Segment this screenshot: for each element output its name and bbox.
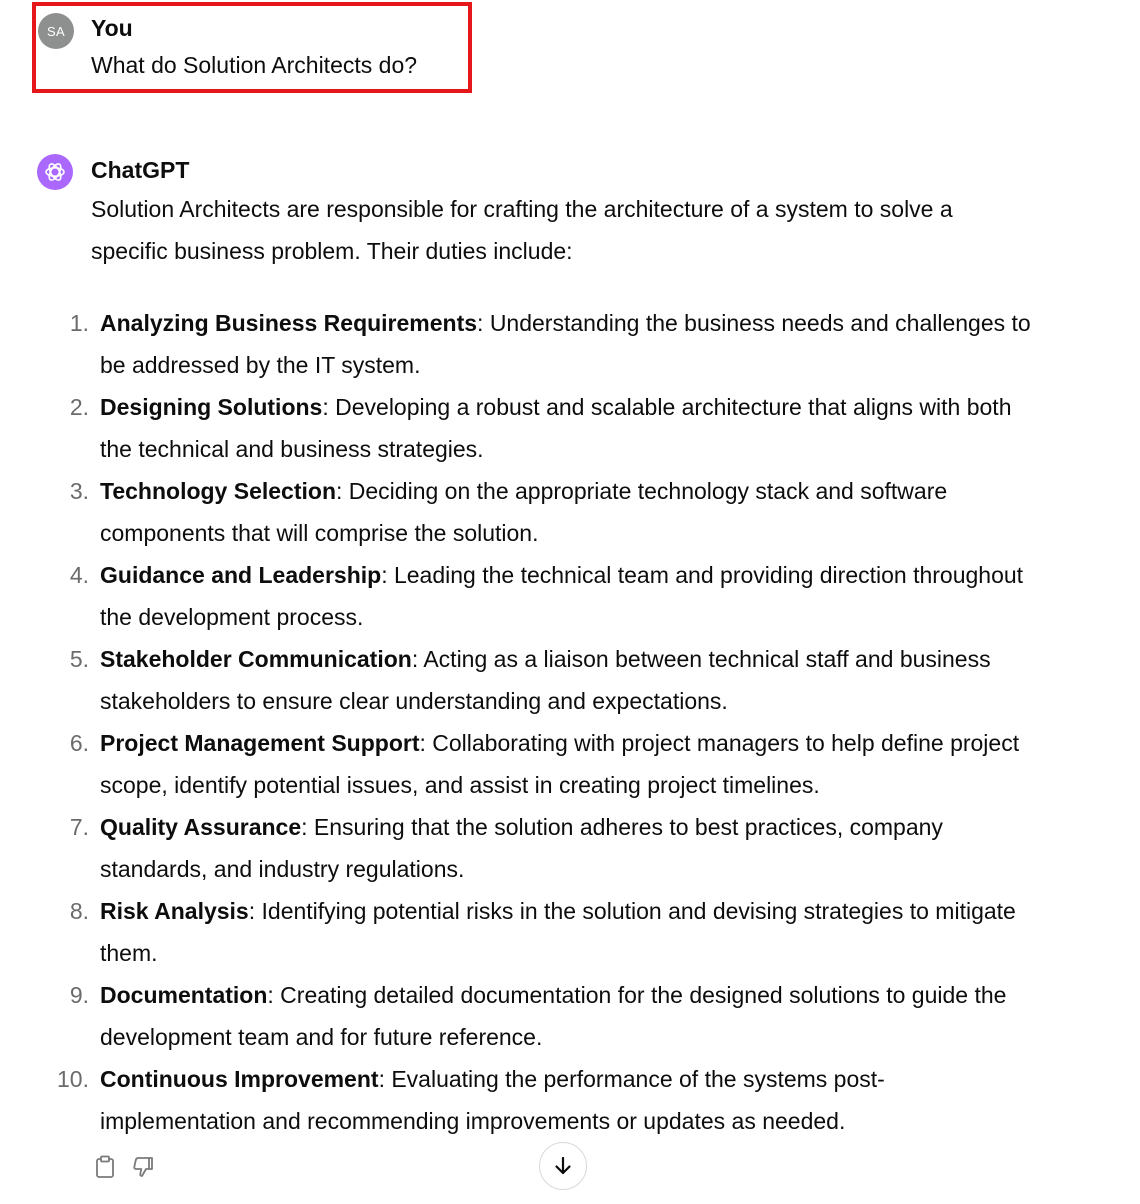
duty-number: 6. [69,730,89,756]
duty-item [0,554,1040,638]
duty-item [0,890,1040,974]
duty-item [0,302,1040,386]
duty-item [0,1058,1040,1142]
duty-title: Designing Solutions [100,394,323,420]
duty-item [0,974,1040,1058]
duty-item [0,386,1040,470]
user-avatar [38,13,74,49]
duty-item [0,722,1040,806]
duty-number: 1. [69,310,89,336]
duty-description: : Creating detailed documentation for the designed solutions to guide the development team and for future reference. [100,982,1007,1050]
duty-title: Technology Selection [100,478,336,504]
user-avatar-initials: SA [47,23,65,39]
duty-description: : Deciding on the appropriate technology stack and software components that will comprise the solution. [100,478,948,546]
duty-description: : Acting as a liaison between technical staff and business stakeholders to ensure clear understanding and expectations. [100,646,991,714]
duty-title: Documentation [100,982,268,1008]
duty-description: : Developing a robust and scalable architecture that aligns with both the technical and business strategies. [100,394,1012,462]
user-author-name: You [91,15,133,41]
duty-description: : Leading the technical team and providing direction throughout the development process. [100,562,1024,630]
duty-description: : Evaluating the performance of the systems post-implementation and recommending improvements or updates as needed. [100,1066,885,1134]
duty-title: Risk Analysis [100,898,249,924]
duty-description: : Identifying potential risks in the solution and devising strategies to mitigate them. [100,898,1016,966]
duty-description: : Collaborating with project managers to help define project scope, identify potential issues, and assist in creating project timelines. [100,730,1020,798]
arrow-down-icon [552,1155,574,1177]
duty-number: 4. [69,562,89,588]
duty-number: 9. [69,982,89,1008]
chatgpt-logo-icon [37,154,73,190]
duty-number: 2. [69,394,89,420]
thumbs-down-icon[interactable] [131,1154,155,1180]
duty-title: Quality Assurance [100,814,302,840]
duty-title: Guidance and Leadership [100,562,382,588]
user-message-text: What do Solution Architects do? [91,52,418,78]
duty-number: 7. [69,814,89,840]
duty-number: 8. [69,898,89,924]
duty-number: 10. [57,1066,89,1092]
duty-number: 3. [69,478,89,504]
assistant-intro-text: Solution Architects are responsible for crafting the architecture of a system to solve a specific business problem. Their duties include: [91,196,953,264]
duty-title: Stakeholder Communication [100,646,412,672]
duty-number: 5. [69,646,89,672]
duty-item [0,470,1040,554]
duty-title: Project Management Support [100,730,420,756]
duties-list [0,302,1040,1142]
scroll-down-button[interactable] [539,1142,587,1190]
duty-description: : Ensuring that the solution adheres to best practices, company standards, and industry regulations. [100,814,943,882]
duty-description: : Understanding the business needs and challenges to be addressed by the IT system. [100,310,1031,378]
clipboard-icon[interactable] [93,1154,117,1180]
duty-item [0,638,1040,722]
duty-item [0,806,1040,890]
duty-title: Analyzing Business Requirements [100,310,478,336]
assistant-author-name: ChatGPT [91,157,190,183]
duty-title: Continuous Improvement [100,1066,379,1092]
